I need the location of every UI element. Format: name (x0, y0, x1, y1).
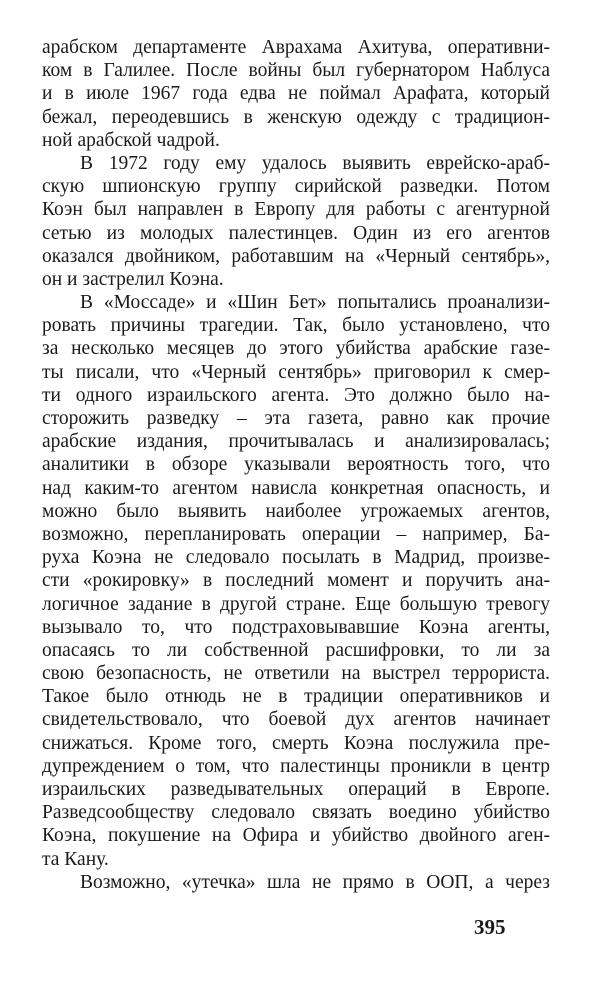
text-line: он и застрелил Коэна. (42, 268, 224, 290)
text-line: скую шпионскую группу сирийской разведки. Потом (42, 176, 550, 198)
text-line: руха Коэна не следовало посылать в Мадрид, произве- (42, 547, 550, 569)
text-line: сти «рокировку» в последний момент и поручить ана- (42, 570, 550, 592)
page-number: 395 (474, 915, 506, 939)
page-body-text (42, 36, 550, 894)
text-line: та Кану. (42, 848, 109, 870)
text-line: оказался двойником, работавшим на «Черный сентябрь», (42, 245, 550, 267)
text-line: над каким-то агентом нависла конкретная опасность, и (42, 477, 550, 499)
text-line: Разведсообществу следовало связать воедино убийство (42, 802, 550, 824)
text-line: ной арабской чадрой. (42, 129, 220, 151)
paragraph (42, 36, 550, 152)
paragraph (42, 291, 550, 871)
text-line: ровать причины трагедии. Так, было установлено, что (42, 315, 550, 337)
text-line: сторожить разведку – эта газета, равно как прочие (42, 408, 550, 429)
text-line: логичное задание в другой стране. Еще большую тревогу (42, 593, 550, 615)
text-line: ти одного израильского агента. Это должно было на- (42, 384, 550, 406)
text-line: свою безопасность, не ответили на выстрел террориста. (42, 663, 550, 685)
text-line: бежал, переодевшись в женскую одежду с традицион- (42, 106, 550, 128)
text-line: за несколько месяцев до этого убийства арабские газе- (42, 338, 550, 360)
text-line: Коэна, покушение на Офира и убийство двойного аген- (42, 825, 550, 847)
text-line: и в июле 1967 года едва не поймал Арафата, который (42, 83, 550, 105)
text-line: дупреждением о том, что палестинцы проникли в центр (42, 755, 550, 777)
paragraph (42, 871, 550, 894)
text-line: Коэн был направлен в Европу для работы с агентурной (42, 199, 550, 221)
text-line: ком в Галилее. После войны был губернатором Наблуса (42, 60, 550, 82)
text-line: свидетельствовало, что боевой дух агентов начинает (42, 709, 550, 731)
text-line: арабские издания, прочитывалась и анализировалась; (42, 431, 550, 453)
text-line: сетью из молодых палестинцев. Один из его агентов (42, 222, 550, 244)
text-line: можно было выявить наиболее угрожаемых агентов, (42, 500, 550, 522)
text-line: В 1972 году ему удалось выявить еврейско-араб- (80, 152, 550, 174)
text-line: возможно, перепланировать операции – например, Ба- (42, 523, 550, 545)
text-line: В «Моссаде» и «Шин Бет» попытались проанализи- (80, 292, 550, 314)
text-line: израильских разведывательных операций в Европе. (42, 779, 550, 800)
text-line: Такое было отнюдь не в традиции оперативников и (42, 686, 550, 708)
text-line: вызывало то, что подстраховывавшие Коэна агенты, (42, 616, 550, 638)
text-line: аналитики в обзоре указывали вероятность того, что (42, 454, 550, 476)
paragraph (42, 152, 550, 291)
text-line: опасаясь то ли собственной расшифровки, то ли за (42, 639, 550, 661)
text-line: ты писали, что «Черный сентябрь» приговорил к смер- (42, 361, 550, 383)
text-line: снижаться. Кроме того, смерть Коэна послужила пре- (42, 732, 550, 754)
text-line: арабском департаменте Аврахама Ахитува, оперативни- (42, 37, 550, 58)
text-line: Возможно, «утечка» шла не прямо в ООП, а через (80, 871, 550, 893)
